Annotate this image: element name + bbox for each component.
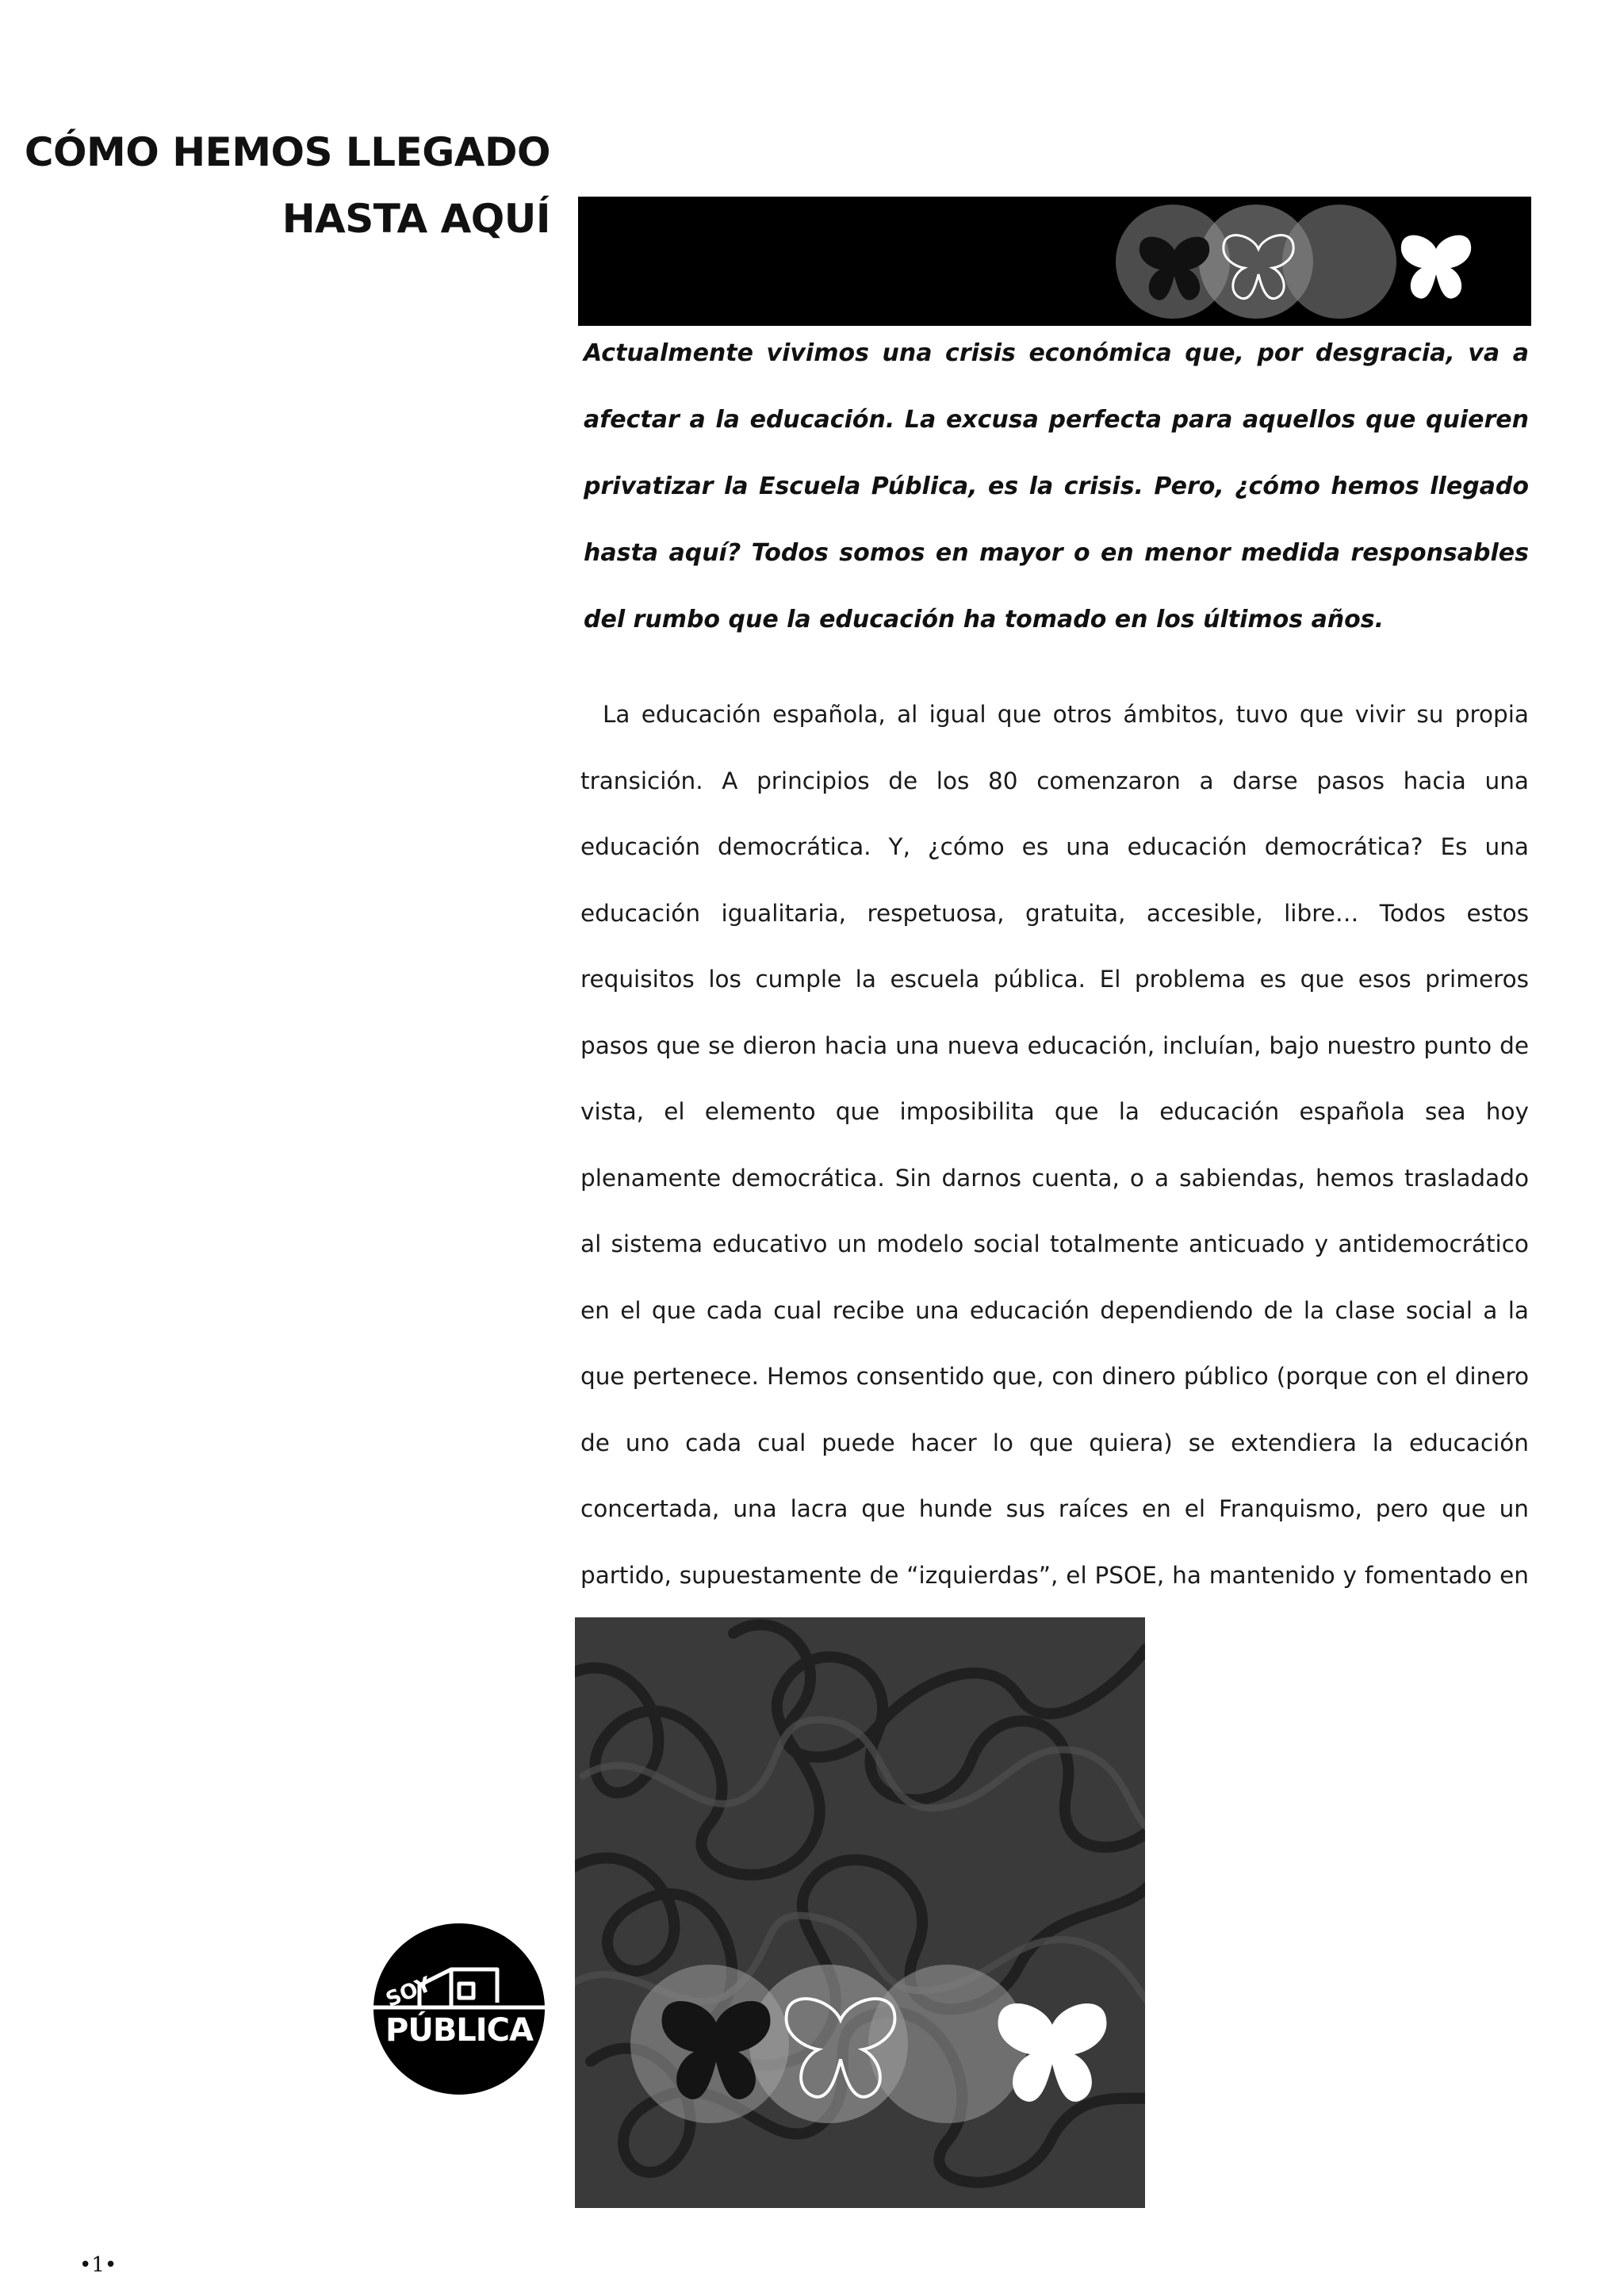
body-paragraph: La educación española, al igual que otros ámbitos, tuvo que vivir su propia transición. A principios de los 80 comenzaron a darse pasos hacia una educación democrática. Y, ¿cómo es una educación democrática? Es una educación igualitaria, respetuosa, gratuita, accesible, libre… Todos estos requisitos los cumple la escuela pública. El problema es que esos primeros pasos que se dieron hacia una nueva educación, incluían, bajo nuestro punto de vista, el elemento que imposibilita que la educación española sea hoy plenamente democrática. Sin darnos cuenta, o a sabiendas, hemos trasladado al sistema educativo un modelo social totalmente anticuado y antidemocrático en el que cada cual recibe una educación dependiendo de la clase social a la que pertenece. Hemos consentido que, con dinero público (porque con el dinero de uno cada cual puede hacer lo que quiera) se extendiera la educación concertada, una lacra que hunde sus raíces en el Franquismo, pero que un partido, supuestamente de “izquierdas”, el PSOE, ha mantenido y fomentado en [580,701,1529,1589]
banner-butterflies-graphic [578,197,1531,326]
soy-publica-logo [370,1920,549,2099]
art-circle-3 [868,1965,1027,2123]
page-title [25,119,550,252]
scribble-butterflies-graphic [575,1617,1145,2208]
header-banner [578,197,1531,326]
logo-soy-text: SOY [382,1973,435,2012]
title-line-2: HASTA AQUÍ [282,196,550,242]
banner-circle-3 [1282,205,1396,319]
lead-paragraph: Actualmente vivimos una crisis económica que, por desgracia, va a afectar a la educación. La excusa perfecta para aquellos que quieren privatizar la Escuela Pública, es la crisis. Pero, ¿cómo hemos llegado hasta aquí? Todos somos en mayor o en menor medida responsables del rumbo que la educación ha tomado en los últimos años. [584,339,1529,633]
title-line-1: CÓMO HEMOS LLEGADO [24,129,550,175]
butterfly-icon [1401,235,1471,299]
page-number: •1• [79,2253,117,2277]
logo-publica-text: PÚBLICA [385,2012,533,2049]
scribble-illustration [575,1617,1145,2208]
